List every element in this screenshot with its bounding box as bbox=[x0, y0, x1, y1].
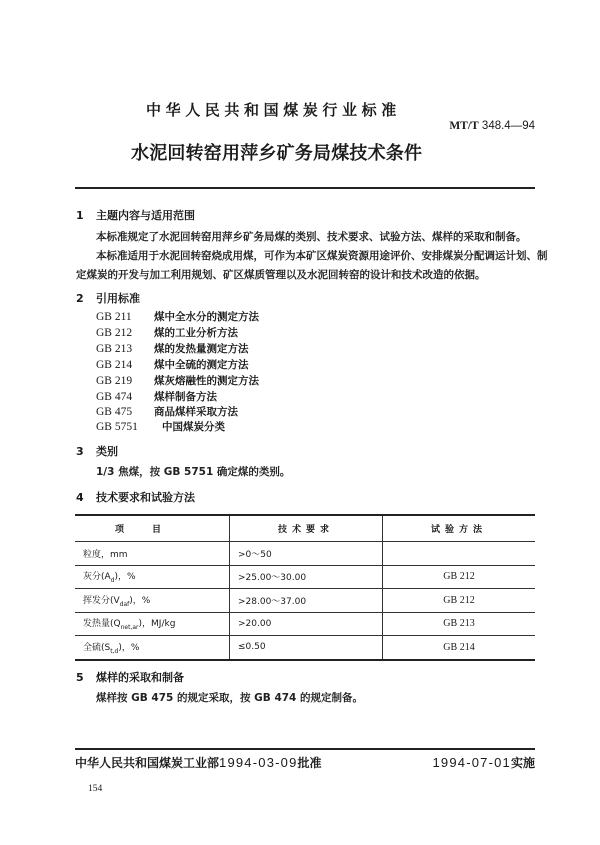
standard-category-header: 中华人民共和国煤炭行业标准 bbox=[146, 101, 401, 119]
section-4-heading: 4 技术要求和试验方法 bbox=[76, 491, 195, 504]
table-row bbox=[75, 565, 535, 589]
section-2-heading: 2 引用标准 bbox=[76, 292, 140, 305]
header-divider bbox=[75, 187, 535, 189]
effective-label: 实施 bbox=[510, 756, 535, 770]
cell-method: GB 213 bbox=[383, 612, 536, 636]
cell-requirement: >0～50 bbox=[230, 542, 383, 566]
cell-method bbox=[383, 542, 536, 566]
approval-label: 批准 bbox=[297, 756, 322, 770]
column-header-method: 试验方法 bbox=[383, 515, 536, 542]
document-number bbox=[449, 120, 535, 132]
cell-item: 粒度，mm bbox=[75, 542, 230, 566]
section-1-para-2-line-1: 本标准适用于水泥回转窑烧成用煤，可作为本矿区煤炭资源用途评价、安排煤炭分配调运计划、制 bbox=[96, 250, 548, 262]
cell-item: 灰分$(A_d)$，% bbox=[75, 565, 230, 589]
cell-method: GB 212 bbox=[383, 589, 536, 613]
table-row bbox=[75, 589, 535, 613]
section-1-para-1: 本标准规定了水泥回转窑用萍乡矿务局煤的类别、技术要求、试验方法、煤样的采取和制备。 bbox=[96, 231, 527, 243]
table-header-row bbox=[75, 515, 535, 542]
document-title: 水泥回转窑用萍乡矿务局煤技术条件 bbox=[131, 143, 423, 164]
effective-info bbox=[432, 754, 535, 771]
reference-item: GB 474 煤样制备方法 bbox=[96, 391, 217, 403]
cell-item: 发热量$(Q_{net,ar})$，MJ/kg bbox=[75, 612, 230, 636]
cell-requirement: >20.00 bbox=[230, 612, 383, 636]
section-3-heading: 3 类别 bbox=[76, 445, 118, 458]
approval-info bbox=[75, 754, 322, 771]
table-row bbox=[75, 612, 535, 636]
reference-item: GB 212 煤的工业分析方法 bbox=[96, 327, 238, 339]
column-header-requirement: 技术要求 bbox=[230, 515, 383, 542]
reference-item: GB 475 商品煤样采取方法 bbox=[96, 406, 238, 418]
section-1-heading: 1 主题内容与适用范围 bbox=[76, 209, 195, 222]
reference-item: GB 5751 中国煤炭分类 bbox=[96, 421, 225, 433]
technical-requirements-table bbox=[75, 514, 535, 661]
section-5-heading: 5 煤样的采取和制备 bbox=[76, 671, 184, 684]
cell-requirement: >28.00～37.00 bbox=[230, 589, 383, 613]
reference-item: GB 219 煤灰熔融性的测定方法 bbox=[96, 375, 259, 387]
reference-item: GB 214 煤中全硫的测定方法 bbox=[96, 359, 249, 371]
reference-item: GB 213 煤的发热量测定方法 bbox=[96, 343, 249, 355]
effective-date: 1994-07-01 bbox=[432, 755, 511, 770]
table-row bbox=[75, 542, 535, 566]
cell-method: GB 214 bbox=[383, 636, 536, 660]
section-5-para: 煤样按 GB 475 的规定采取，按 GB 474 的规定制备。 bbox=[96, 692, 364, 704]
issuing-authority: 中华人民共和国煤炭工业部 bbox=[75, 756, 220, 770]
cell-requirement: >25.00～30.00 bbox=[230, 565, 383, 589]
cell-item: 挥发分$(V_{daf})$，% bbox=[75, 589, 230, 613]
column-header-item: 项目 bbox=[75, 515, 230, 542]
reference-item: GB 211 煤中全水分的测定方法 bbox=[96, 311, 259, 323]
page-number: 154 bbox=[88, 784, 103, 794]
document-code: 348.4—94 bbox=[481, 120, 535, 132]
approval-date: 1994-03-09 bbox=[219, 755, 298, 770]
table-row bbox=[75, 636, 535, 660]
cell-method: GB 212 bbox=[383, 565, 536, 589]
cell-item: 全硫$(S_{t,d})$，% bbox=[75, 636, 230, 660]
section-1-para-2-line-2: 定煤炭的开发与加工利用规划、矿区煤质管理以及水泥回转窑的设计和技术改造的依据。 bbox=[76, 269, 486, 281]
section-3-para: 1/3 焦煤，按 GB 5751 确定煤的类别。 bbox=[96, 466, 291, 478]
cell-requirement: ≤0.50 bbox=[230, 636, 383, 660]
document-prefix: MT/T bbox=[449, 120, 479, 132]
footer-divider bbox=[75, 748, 535, 750]
